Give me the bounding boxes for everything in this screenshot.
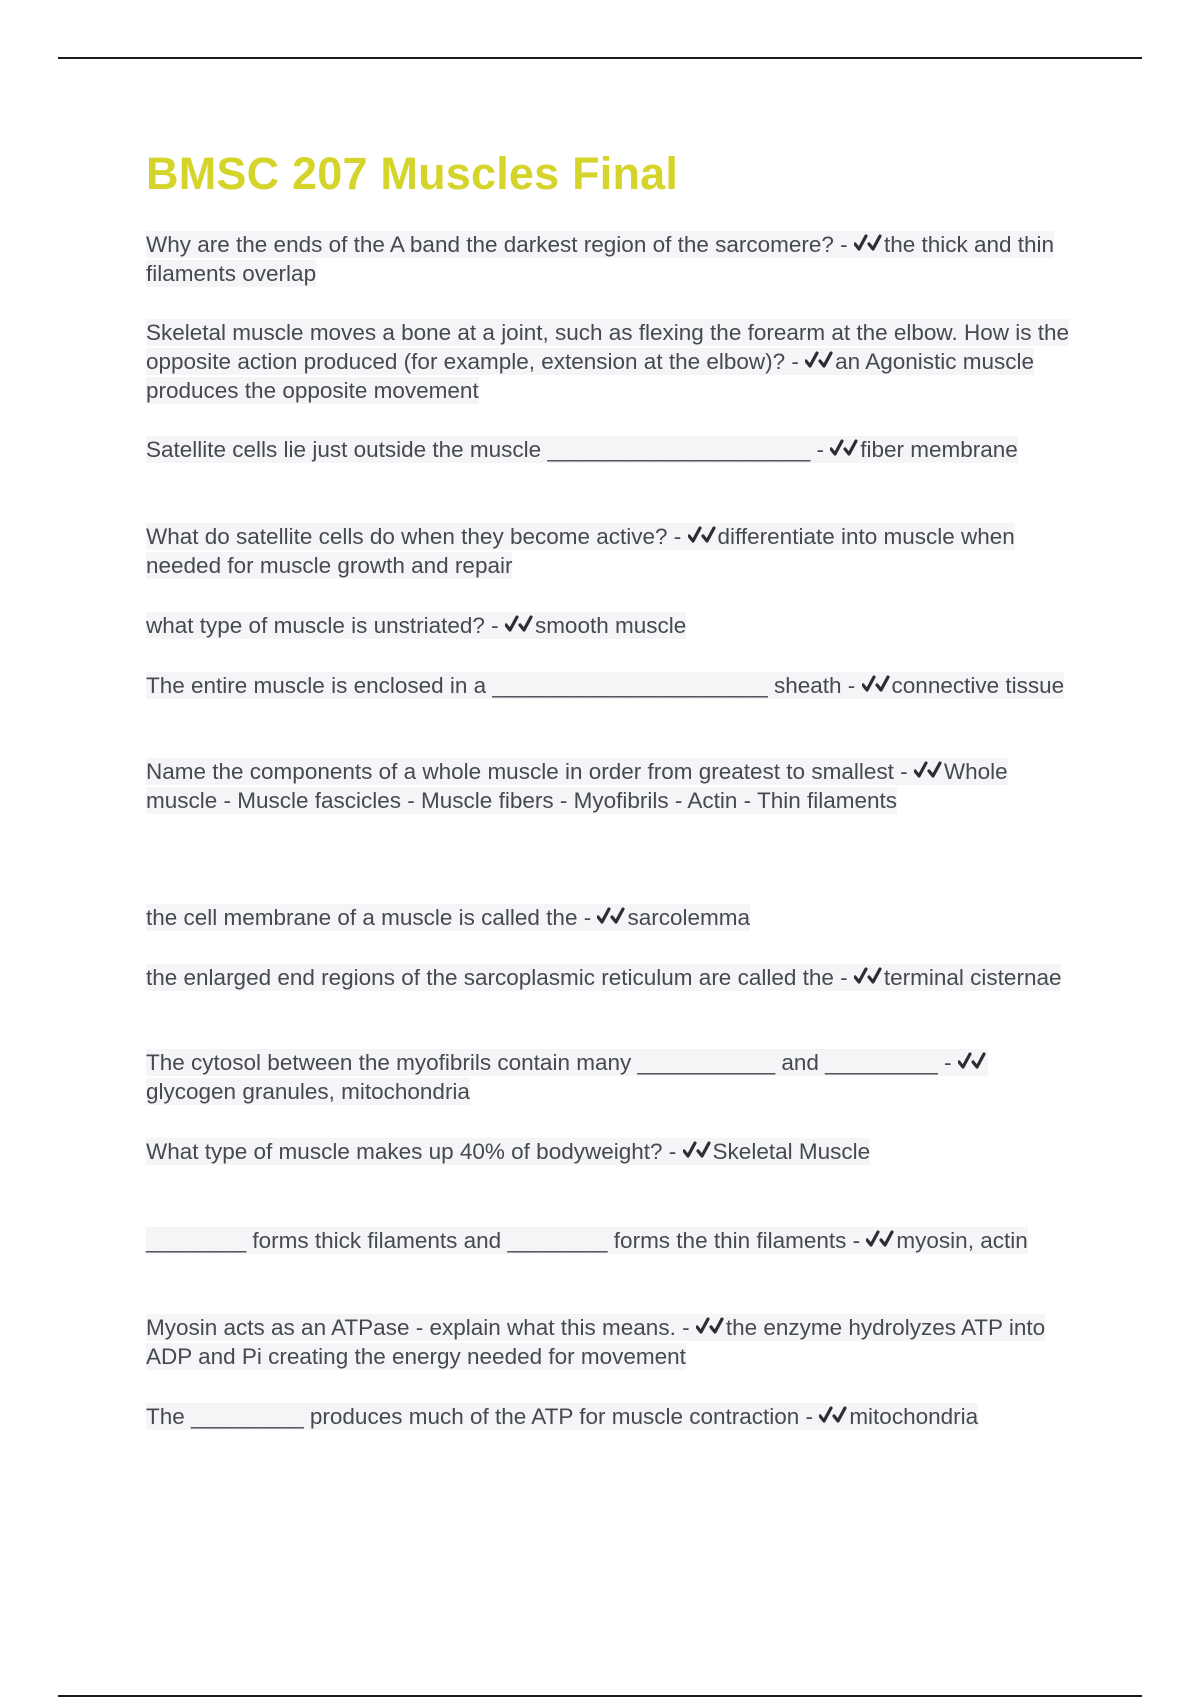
question-text: What do satellite cells do when they become active? -	[146, 524, 682, 549]
answer-text: sarcolemma	[627, 905, 750, 930]
question-text: What type of muscle makes up 40% of bodyweight? -	[146, 1139, 677, 1164]
question-text: The entire muscle is enclosed in a ______________________ sheath -	[146, 673, 856, 698]
answer-text: connective tissue	[891, 673, 1065, 698]
question-text: what type of muscle is unstriated? -	[146, 613, 499, 638]
document-title: BMSC 207 Muscles Final	[146, 148, 679, 199]
qa-item	[146, 1226, 1076, 1255]
double-check-icon	[830, 438, 858, 460]
qa-item	[146, 1137, 1076, 1166]
double-check-icon	[597, 906, 625, 928]
double-check-icon	[854, 966, 882, 988]
question-text: Satellite cells lie just outside the muscle _____________________ -	[146, 437, 824, 462]
qa-item	[146, 435, 1076, 464]
qa-item	[146, 903, 1076, 932]
answer-text: mitochondria	[849, 1404, 979, 1429]
qa-item	[146, 230, 1076, 288]
answer-text: myosin, actin	[896, 1228, 1028, 1253]
answer-text: fiber membrane	[860, 437, 1018, 462]
question-text: The cytosol between the myofibrils contain many ___________ and _________ -	[146, 1050, 952, 1075]
answer-text: the thick and thin filaments overlap	[146, 232, 1055, 286]
question-text: The _________ produces much of the ATP for muscle contraction -	[146, 1404, 814, 1429]
question-text: Name the components of a whole muscle in order from greatest to smallest -	[146, 759, 908, 784]
bottom-rule	[58, 1695, 1142, 1697]
answer-text: smooth muscle	[534, 613, 687, 638]
double-check-icon	[958, 1051, 986, 1073]
question-text: Myosin acts as an ATPase - explain what this means. -	[146, 1315, 690, 1340]
question-text: the cell membrane of a muscle is called the -	[146, 905, 592, 930]
qa-item	[146, 1048, 1076, 1106]
question-text: Why are the ends of the A band the darkest region of the sarcomere? -	[146, 232, 848, 257]
question-text: Skeletal muscle moves a bone at a joint, such as flexing the forearm at the elbow. How is the opposite action produced (for example, extension at the elbow)? -	[146, 320, 1069, 374]
answer-text: Whole muscle - Muscle fascicles - Muscle fibers - Myofibrils - Actin - Thin filaments	[146, 759, 1008, 813]
answer-text: glycogen granules, mitochondria	[146, 1079, 470, 1104]
qa-item	[146, 611, 1076, 640]
qa-item	[146, 963, 1076, 992]
qa-item	[146, 318, 1076, 405]
double-check-icon	[683, 1140, 711, 1162]
answer-text: differentiate into muscle when needed for muscle growth and repair	[146, 524, 1015, 578]
double-check-icon	[862, 674, 890, 696]
double-check-icon	[505, 614, 533, 636]
qa-item	[146, 1313, 1076, 1371]
answer-text: terminal cisternae	[883, 965, 1062, 990]
qa-item	[146, 522, 1076, 580]
double-check-icon	[696, 1316, 724, 1338]
qa-item	[146, 671, 1076, 700]
double-check-icon	[866, 1229, 894, 1251]
double-check-icon	[688, 525, 716, 547]
top-rule	[58, 57, 1142, 59]
question-text: ________ forms thick filaments and ________ forms the thin filaments -	[146, 1228, 861, 1253]
double-check-icon	[914, 760, 942, 782]
double-check-icon	[854, 233, 882, 255]
double-check-icon	[805, 350, 833, 372]
qa-item	[146, 1402, 1076, 1431]
double-check-icon	[819, 1405, 847, 1427]
answer-text: Skeletal Muscle	[712, 1139, 871, 1164]
answer-text: an Agonistic muscle produces the opposite movement	[146, 349, 1035, 403]
answer-text: the enzyme hydrolyzes ATP into ADP and Pi creating the energy needed for movement	[146, 1315, 1046, 1369]
question-text: the enlarged end regions of the sarcoplasmic reticulum are called the -	[146, 965, 848, 990]
qa-item	[146, 757, 1076, 815]
